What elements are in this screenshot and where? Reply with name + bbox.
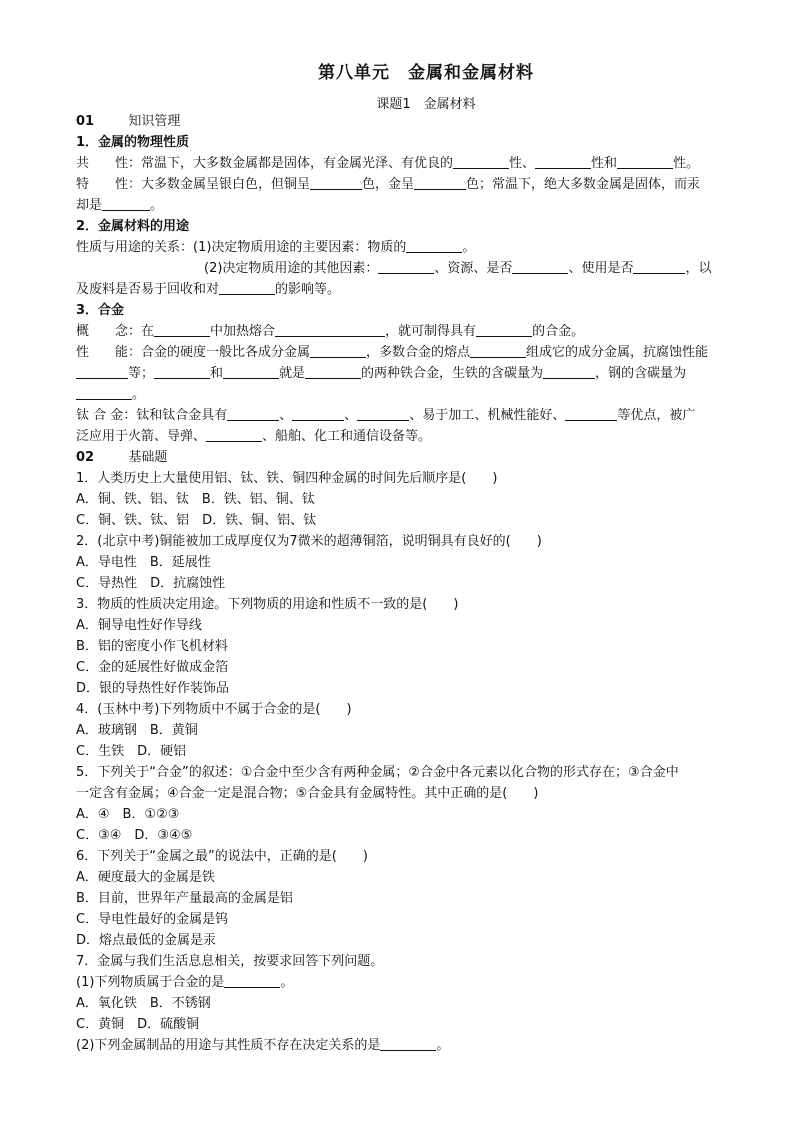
text-fragment: 色；常温下，绝大多数金属是固体，而汞	[466, 177, 701, 192]
text-fragment: 的影响等。	[275, 282, 341, 297]
answer-blank[interactable]	[76, 385, 132, 400]
text-fragment: 钛和钛合金具有	[136, 408, 228, 423]
question-6-option-d[interactable]: D．熔点最低的金属是汞	[76, 933, 217, 948]
answer-blank[interactable]	[617, 154, 673, 169]
text-fragment: ，钢的含碳量为	[595, 366, 687, 381]
question-6-stem: 6．下列关于“金属之最”的说法中，正确的是( )	[76, 849, 368, 864]
question-6-option-c[interactable]: C．导电性最好的金属是钨	[76, 912, 229, 927]
relation-line-3	[76, 280, 776, 300]
text-fragment: 、易于加工、机械性能好、	[409, 408, 566, 423]
question-5-options-ab[interactable]: A．④ B．①②③	[76, 807, 180, 822]
section-number: 02	[76, 450, 95, 465]
text-fragment: 性、	[509, 156, 536, 171]
text-fragment: 性和	[591, 156, 618, 171]
text-fragment: ，以	[685, 261, 712, 276]
answer-blank[interactable]	[310, 343, 366, 358]
text-fragment: 及废料是否易于回收和对	[76, 282, 220, 297]
answer-blank[interactable]	[223, 364, 279, 379]
answer-blank[interactable]	[310, 175, 362, 190]
answer-blank[interactable]	[154, 364, 210, 379]
common-text: 常温下，大多数金属都是固体，有金属光泽、有优良的	[141, 156, 454, 171]
answer-blank[interactable]	[357, 406, 409, 421]
alloy-concept-line	[76, 322, 776, 342]
answer-blank[interactable]	[512, 259, 568, 274]
text-fragment: 、资源、是否	[434, 261, 513, 276]
text-fragment: ，多数合金的熔点	[366, 345, 471, 360]
answer-blank[interactable]	[102, 196, 150, 211]
section-name: 基础题	[128, 450, 168, 465]
answer-blank[interactable]	[76, 364, 128, 379]
text-fragment: 合金的硬度一般比各成分金属	[141, 345, 311, 360]
question-3-option-a[interactable]: A．铜导电性好作导线	[76, 618, 202, 633]
answer-blank[interactable]	[470, 343, 526, 358]
heading-alloy: 3．合金	[76, 303, 125, 318]
heading-physical-properties: 1．金属的物理性质	[76, 135, 190, 150]
question-7-options-ab[interactable]: A．氧化铁 B．不锈钢	[76, 996, 211, 1011]
performance-label: 性 能：	[76, 345, 142, 360]
question-1-stem: 1．人类历史上大量使用铝、钛、铁、铜四种金属的时间先后顺序是( )	[76, 471, 498, 486]
answer-blank[interactable]	[380, 1036, 436, 1051]
answer-blank[interactable]	[406, 238, 462, 253]
question-7-sub-1	[76, 973, 776, 993]
special-label: 特 性：	[76, 177, 142, 192]
answer-blank[interactable]	[378, 259, 434, 274]
question-3-stem: 3．物质的性质决定用途。下列物质的用途和性质不一致的是( )	[76, 597, 459, 612]
question-1-options-ab[interactable]: A．铜、铁、铝、钛 B．铁、铝、铜、钛	[76, 492, 315, 507]
question-3-option-d[interactable]: D．银的导热性好作装饰品	[76, 681, 230, 696]
alloy-performance-line-3	[76, 385, 776, 405]
special-property-line	[76, 175, 776, 195]
question-3-option-b[interactable]: B．铝的密度小作飞机材料	[76, 639, 228, 654]
text-fragment: 。	[462, 240, 476, 255]
section-name: 知识管理	[128, 114, 181, 129]
question-5-options-cd[interactable]: C．③④ D．③④⑤	[76, 828, 193, 843]
text-fragment: 、	[279, 408, 293, 423]
answer-blank[interactable]	[543, 364, 595, 379]
text-fragment: 、	[344, 408, 358, 423]
question-5-stem-2: 一定含有金属；④合金一定是混合物；⑤合金具有金属特性。其中正确的是( )	[76, 786, 539, 801]
answer-blank[interactable]	[292, 406, 344, 421]
answer-blank[interactable]	[414, 175, 466, 190]
answer-blank[interactable]	[219, 280, 275, 295]
question-6-option-b[interactable]: B．目前，世界年产量最高的金属是铝	[76, 891, 293, 906]
text-fragment: 组成它的成分金属，抗腐蚀性能	[526, 345, 709, 360]
relation-line-1	[76, 238, 776, 258]
question-3-option-c[interactable]: C．金的延展性好做成金箔	[76, 660, 229, 675]
text-fragment: 等优点，被广	[617, 408, 696, 423]
answer-blank[interactable]	[154, 322, 210, 337]
section-number: 01	[76, 114, 95, 129]
text-fragment: 。	[150, 198, 164, 213]
text-fragment: 性质与用途的关系：(1)决定物质用途的主要因素：物质的	[76, 240, 407, 255]
common-label: 共 性：	[76, 156, 142, 171]
titanium-label: 钛 合 金：	[76, 408, 137, 423]
answer-blank[interactable]	[224, 973, 280, 988]
page-subtitle: 课题1 金属材料	[376, 97, 476, 112]
text-fragment: 。	[280, 975, 294, 990]
question-2-stem: 2．(北京中考)铜能被加工成厚度仅为7微米的超薄铜箔，说明铜具有良好的( )	[76, 534, 542, 549]
question-7-stem: 7．金属与我们生活息息相关，按要求回答下列问题。	[76, 954, 384, 969]
text-fragment: 等；	[128, 366, 155, 381]
answer-blank[interactable]	[305, 364, 361, 379]
text-fragment: (1)下列物质属于合金的是	[76, 975, 225, 990]
text-fragment: 就是	[279, 366, 306, 381]
text-fragment: 却是	[76, 198, 103, 213]
text-fragment: 和	[210, 366, 224, 381]
heading-uses: 2．金属材料的用途	[76, 219, 190, 234]
text-fragment: 色，金呈	[362, 177, 415, 192]
question-4-options-ab[interactable]: A．玻璃钢 B．黄铜	[76, 723, 198, 738]
answer-blank[interactable]	[476, 322, 532, 337]
section-header-knowledge	[76, 112, 776, 132]
question-5-stem: 5．下列关于“合金”的叙述：①合金中至少含有两种金属；②合金中各元素以化合物的形式存在；③合金中	[76, 765, 679, 780]
question-2-options-cd[interactable]: C．导热性 D．抗腐蚀性	[76, 576, 226, 591]
text-fragment: 的两种铁合金，生铁的含碳量为	[361, 366, 544, 381]
concept-label: 概 念：	[76, 324, 142, 339]
text-fragment: (2)决定物质用途的其他因素：	[204, 261, 379, 276]
question-1-options-cd[interactable]: C．铜、铁、钛、铝 D．铁、铜、铝、钛	[76, 513, 317, 528]
answer-blank[interactable]	[275, 322, 385, 337]
question-4-stem: 4．(玉林中考)下列物质中不属于合金的是( )	[76, 702, 352, 717]
text-fragment: 在	[141, 324, 155, 339]
text-fragment: ，就可制得具有	[385, 324, 477, 339]
text-fragment: 的合金。	[532, 324, 585, 339]
question-7-options-cd[interactable]: C．黄铜 D．硫酸铜	[76, 1017, 200, 1032]
question-4-options-cd[interactable]: C．生铁 D．硬铝	[76, 744, 187, 759]
relation-line-2	[76, 259, 794, 279]
text-fragment: 性。	[673, 156, 700, 171]
text-fragment: 。	[132, 387, 146, 402]
common-property-line	[76, 154, 776, 174]
text-fragment: 、船舶、化工和通信设备等。	[262, 429, 432, 444]
answer-blank[interactable]	[206, 427, 262, 442]
answer-blank[interactable]	[565, 406, 617, 421]
text-fragment: (2)下列金属制品的用途与其性质不存在决定关系的是	[76, 1038, 381, 1053]
answer-blank[interactable]	[453, 154, 509, 169]
section-header-basic	[76, 448, 776, 468]
answer-blank[interactable]	[535, 154, 591, 169]
text-fragment: 。	[436, 1038, 450, 1053]
question-7-sub-2	[76, 1036, 776, 1056]
page-title: 第八单元 金属和金属材料	[318, 63, 534, 83]
titanium-alloy-line-2	[76, 427, 776, 447]
answer-blank[interactable]	[633, 259, 685, 274]
question-2-options-ab[interactable]: A．导电性 B．延展性	[76, 555, 211, 570]
text-fragment: 、使用是否	[568, 261, 634, 276]
text-fragment: 大多数金属呈银白色，但铜呈	[141, 177, 311, 192]
alloy-performance-line-2	[76, 364, 776, 384]
titanium-alloy-line	[76, 406, 776, 426]
special-property-line-2	[76, 196, 776, 216]
text-fragment: 中加热熔合	[210, 324, 276, 339]
question-6-option-a[interactable]: A．硬度最大的金属是铁	[76, 870, 215, 885]
text-fragment: 泛应用于火箭、导弹、	[76, 429, 207, 444]
answer-blank[interactable]	[227, 406, 279, 421]
alloy-performance-line	[76, 343, 776, 363]
